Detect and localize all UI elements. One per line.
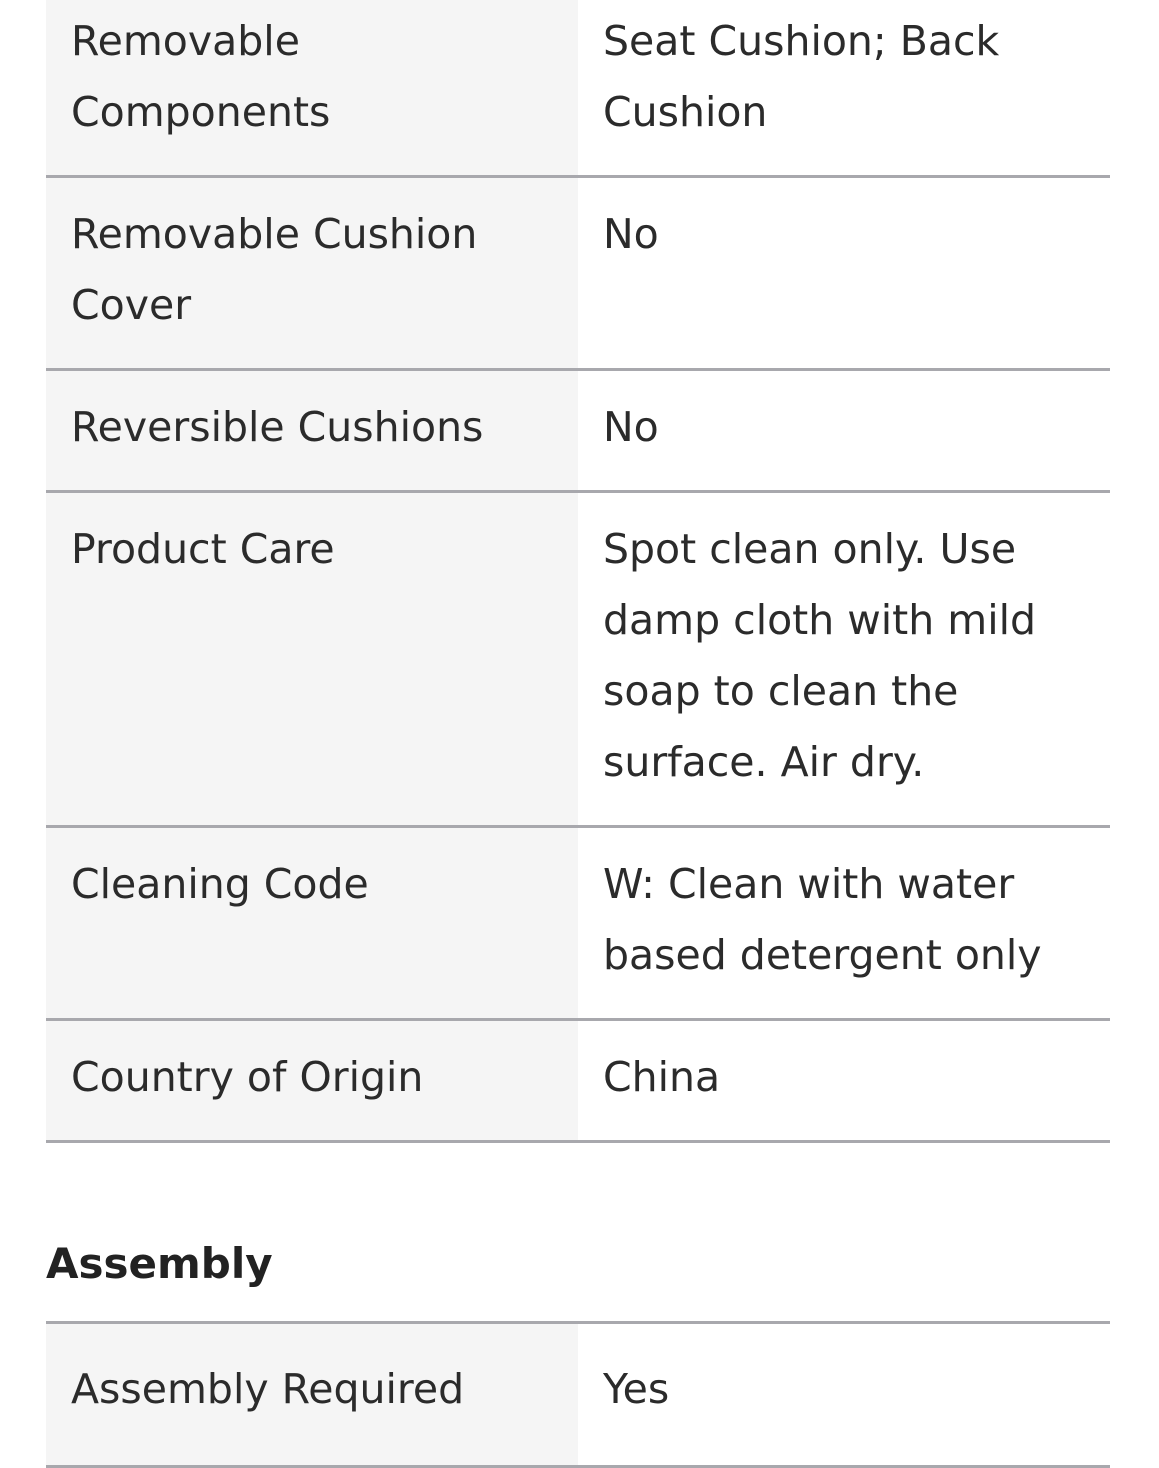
spec-label: Cleaning Code bbox=[46, 827, 578, 1020]
table-row bbox=[46, 0, 1110, 177]
table-row bbox=[46, 1323, 1110, 1467]
spec-label: Removable Components bbox=[46, 0, 578, 177]
spec-label: Product Care bbox=[46, 492, 578, 827]
spec-value: No bbox=[578, 177, 1110, 370]
specifications-table bbox=[46, 0, 1110, 1143]
spec-label: Removable Cushion Cover bbox=[46, 177, 578, 370]
spec-label: Country of Origin bbox=[46, 1020, 578, 1142]
table-row bbox=[46, 492, 1110, 827]
spec-value: No bbox=[578, 370, 1110, 492]
spec-label: Assembly Required bbox=[46, 1323, 578, 1467]
spec-value: Spot clean only. Use damp cloth with mild soap to clean the surface. Air dry. bbox=[578, 492, 1110, 827]
spec-label: Reversible Cushions bbox=[46, 370, 578, 492]
table-row bbox=[46, 1020, 1110, 1142]
assembly-heading: Assembly bbox=[46, 1239, 273, 1288]
spec-value: W: Clean with water based detergent only bbox=[578, 827, 1110, 1020]
table-row bbox=[46, 177, 1110, 370]
table-row bbox=[46, 827, 1110, 1020]
assembly-table bbox=[46, 1321, 1110, 1468]
table-row bbox=[46, 370, 1110, 492]
spec-value: Seat Cushion; Back Cushion bbox=[578, 0, 1110, 177]
spec-value: China bbox=[578, 1020, 1110, 1142]
spec-value: Yes bbox=[578, 1323, 1110, 1467]
